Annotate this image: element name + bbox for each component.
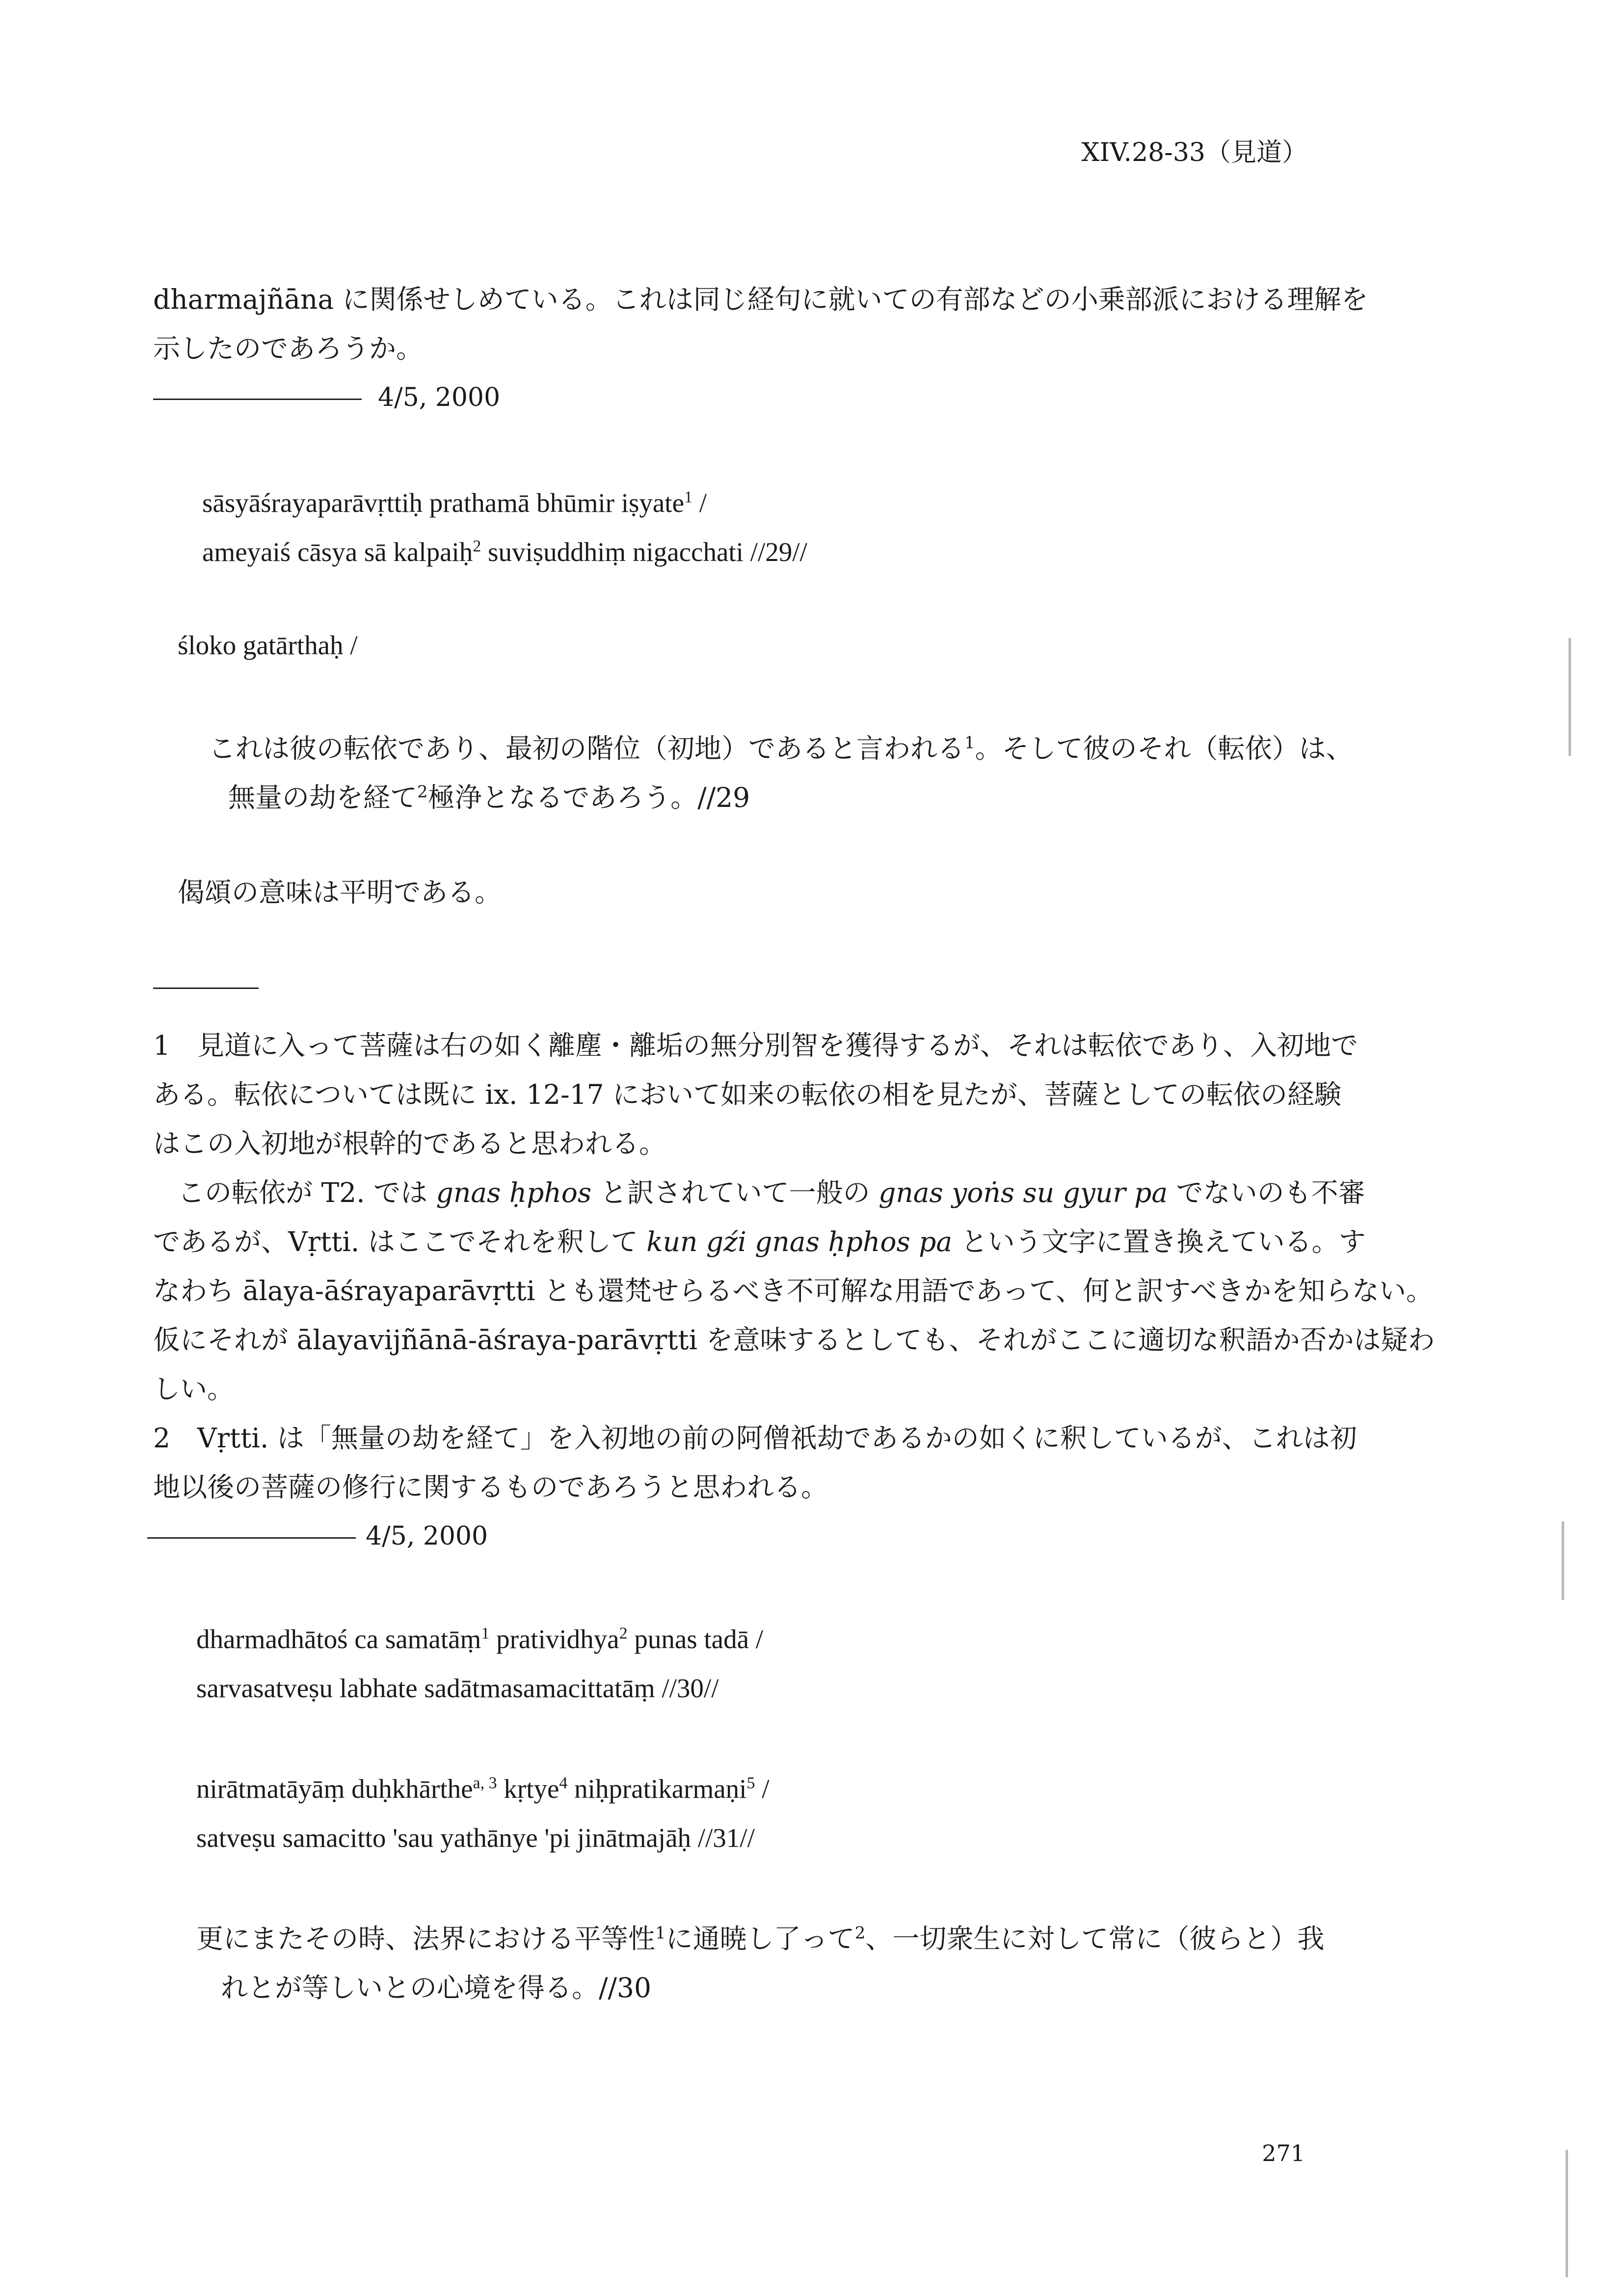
footnote-1-para2-line-5: しい。 bbox=[153, 1373, 235, 1405]
footnote-2 bbox=[153, 1414, 1357, 1512]
footnote-1 bbox=[153, 1021, 1435, 1414]
translation-30-line-2: れとが等しいとの心境を得る。//30 bbox=[221, 1972, 652, 2003]
explanation-29: 偈頌の意味は平明である。 bbox=[178, 877, 502, 908]
footnote-1-para2-line-1: この転依が T2. では gnas ḥphos と訳されていて一般の gnas yoṅs su gyur pa でないのも不審 bbox=[178, 1177, 1365, 1208]
translation-29 bbox=[209, 724, 1353, 822]
intro-line-2: 示したのであろうか。 bbox=[153, 333, 424, 364]
verse-30 bbox=[196, 1615, 763, 1713]
scan-edge-mark-2 bbox=[1562, 1522, 1564, 1600]
running-head: XIV.28-33（見道） bbox=[1081, 138, 1307, 167]
scan-edge-mark-1 bbox=[1569, 638, 1571, 756]
page-number: 271 bbox=[1262, 2140, 1305, 2166]
footnote-1-line-2: ある。転依については既に ix. 12-17 において如来の転依の相を見たが、菩薩としての転依の経験 bbox=[153, 1079, 1341, 1110]
translation-29-line-2: 無量の劫を経て$^2$極浄となるであろう。//29 bbox=[228, 782, 750, 813]
translation-30-line-1: 更にまたその時、法界における平等性$^1$に通暁し了って$^2$、一切衆生に対して常に（彼らと）我 bbox=[196, 1923, 1325, 1954]
footnote-2-line-2: 地以後の菩薩の修行に関するものであろうと思われる。 bbox=[153, 1471, 828, 1503]
date-stamp-2: 4/5, 2000 bbox=[366, 1522, 488, 1551]
intro-paragraph bbox=[153, 275, 1368, 373]
verse-29-line-1: sāsyāśrayaparāvṛttiḥ prathamā bhūmir iṣyate$^1$ / bbox=[202, 488, 707, 518]
intro-line-1: dharmajñāna に関係せしめている。これは同じ経句に就いての有部などの小乗部派における理解を bbox=[153, 284, 1368, 315]
footnote-1-para2-line-3: なわち ālaya-āśrayaparāvṛtti とも還梵せらるべき不可解な用語であって、何と訳すべきかを知らない。 bbox=[153, 1275, 1434, 1307]
verse-31 bbox=[196, 1764, 769, 1863]
date-stamp-1: 4/5, 2000 bbox=[378, 383, 501, 412]
verse-29 bbox=[202, 479, 807, 577]
verse-31-line-2: satveṣu samacitto 'sau yathānye 'pi jinātmajāḥ //31// bbox=[196, 1823, 755, 1853]
footnote-2-line-1: 2 Vṛtti. は「無量の劫を経て」を入初地の前の阿僧祇劫であるかの如くに釈しているが、これは初 bbox=[153, 1422, 1357, 1454]
section-rule-2 bbox=[147, 1537, 356, 1539]
footnote-1-line-3: はこの入初地が根幹的であると思われる。 bbox=[153, 1128, 666, 1159]
footnote-1-para2-line-4: 仮にそれが ālayavijñānā-āśraya-parāvṛtti を意味するとしても、それがここに適切な釈語か否かは疑わ bbox=[153, 1324, 1435, 1356]
comment-29: śloko gatārthaḥ / bbox=[178, 630, 358, 660]
footnote-divider bbox=[153, 988, 259, 989]
translation-30 bbox=[196, 1914, 1324, 2012]
verse-30-line-1: dharmadhātoś ca samatāṃ$^1$ pratividhya$^2$ punas tadā / bbox=[196, 1624, 764, 1654]
section-rule-1 bbox=[153, 399, 362, 400]
verse-29-line-2: ameyaiś cāsya sā kalpaiḥ$^2$ suviṣuddhiṃ nigacchati //29// bbox=[202, 537, 807, 567]
footnote-1-line-1: 1 見道に入って菩薩は右の如く離塵・離垢の無分別智を獲得するが、それは転依であり、入初地で bbox=[153, 1030, 1358, 1061]
scan-edge-mark-3 bbox=[1566, 2150, 1568, 2277]
verse-30-line-2: sarvasatveṣu labhate sadātmasamacittatāṃ //30// bbox=[196, 1673, 719, 1703]
verse-31-line-1: nirātmatāyāṃ duḥkhārthe$^{a, 3}$ kṛtye$^4$ niḥpratikarmaṇi$^5$ / bbox=[196, 1774, 770, 1804]
footnote-1-para2-line-2: であるが、Vṛtti. はここでそれを釈して kun gźi gnas ḥphos pa という文字に置き換えている。す bbox=[153, 1226, 1366, 1257]
translation-29-line-1: これは彼の転依であり、最初の階位（初地）であると言われる$^1$。そして彼のそれ（転依）は、 bbox=[209, 733, 1353, 764]
